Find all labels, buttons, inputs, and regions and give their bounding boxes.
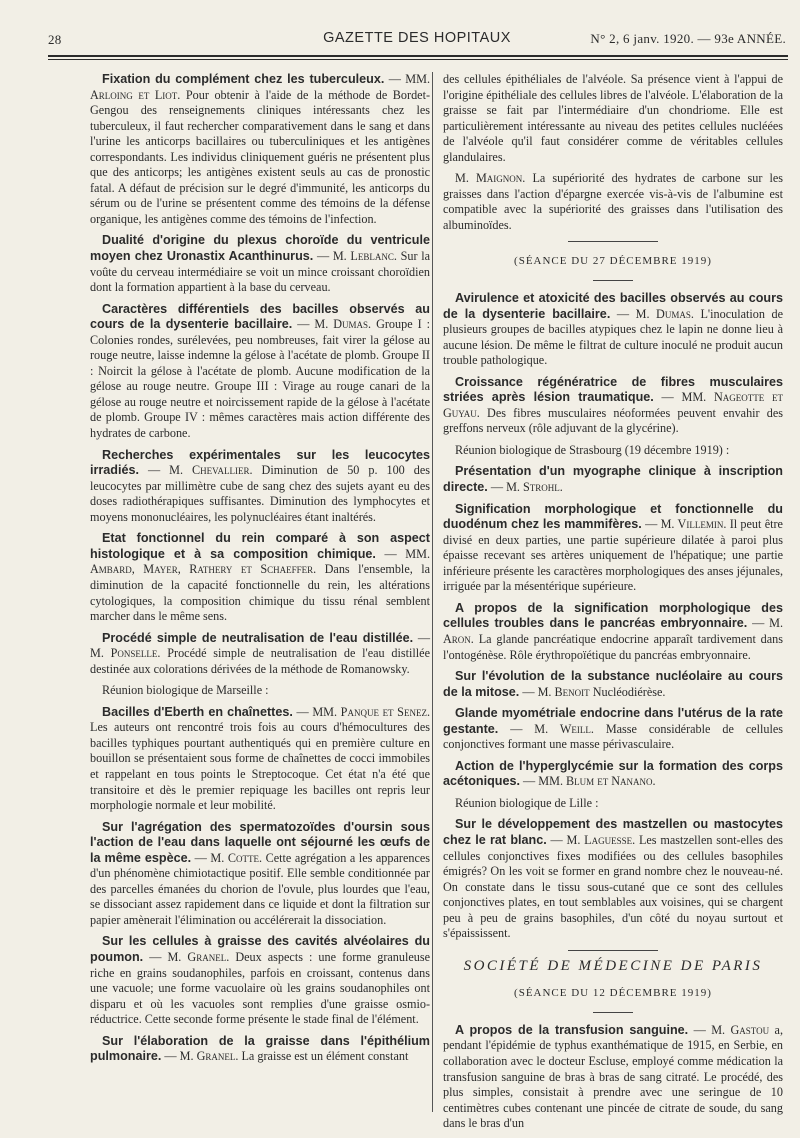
abstract-entry: Procédé simple de neutralisation de l'eau distillée. — M. Ponselle. Procédé simple de neutralisation de l'eau distillée destinée aux colorations dérivées de la méthode de Romanowsky. [90, 630, 431, 676]
abstract-entry: Sur les cellules à graisse des cavités alvéolaires du poumon. — M. Granel. Deux aspects : une forme granuleuse riche en grains soudanophiles, parfois en croissant, contenus dans une vacuole; une forme vacuolaire où les grains soudanophiles ont disparu et où les vacuoles sont remplies d'une graisse osmio-réductrice. Cette seconde forme présente le stade final de l'élément. [90, 934, 431, 1027]
abstract-entry: Caractères différentiels des bacilles observés au cours de la dysenterie bacillaire. — M. Dumas. Groupe I : Colonies rondes, surélevées, peu nombreuses, fait virer la gélose au rouge neutre, laisse indemne la gélose à l'acétate de plomb. Groupe II : Noircit la gélose à l'acétate de plomb. Aucune modification de la gélose au rouge neutre. Groupe III : Virage au rouge canari de la gélose au rouge neutre et noircissement rapide de la gélose à l'acétate de plomb. Groupe IV : mêmes caractères mais action différente des hydrates de carbone. [90, 301, 430, 441]
abstract-entry: Dualité d'origine du plexus choroïde du ventricule moyen chez Uronastix Acanthinurus. — M. Leblanc. Sur la voûte du cerveau intermédiaire se voit un mince croissant choroïdien dont la formation appartient à la base du cerveau. [90, 233, 431, 295]
entry-text: Groupe I : Colonies rondes, surélevées, peu nombreuses, fait virer la gélose au rouge neutre, laisse indemne la gélose à l'acétate de plomb. Groupe II : Noircit la gélose à l'acétate de plomb. Aucune modification de la gélose au rouge neutre. Groupe III : Virage au rouge canari de la gélose au rouge neutre et noircissement rapide de la gélose à l'acétate de plomb. Groupe IV : mêmes caractères mais action différente des hydrates de carbone. [90, 317, 430, 441]
entry-title: A propos de la transfusion sanguine. [455, 1022, 689, 1037]
section-heading: Réunion biologique de Marseille : [102, 683, 269, 698]
entry-title: Sur les cellules à graisse des cavités alvéolaires du poumon. [90, 934, 430, 964]
abstract-entry: A propos de la transfusion sanguine. — M. Gastou a, pendant l'épidémie de typhus exanthématique de 1915, en Serbie, en collaboration avec le docteur Escluse, employé comme médication la transfusion sanguine de bras à bras de sang citraté. Le procédé, des plus simples, consistait à prendre avec une seringue de 10 centimètres cubes contenant une pincée de citrate de soude, du sang dans le bras d'un [443, 1022, 784, 1131]
entry-text: Cette agrégation a les apparences d'un phénomène chimiotactique positif. Elle semble conditionnée par des parcelles émanées du chorion de l'ovule, plus lourdes que l'eau, se dissociant assez rapidement dans ce liquide et dont la filtration sur papier amènerait l'élimination ou accélérerait la dissociation. [90, 850, 431, 927]
abstract-entry [443, 171, 783, 233]
entry-author: MM. Arloing et Liot. [90, 72, 431, 102]
session-date: (SÉANCE DU 27 DÉCEMBRE 1919) [514, 255, 712, 268]
abstract-entry: Etat fonctionnel du rein comparé à son aspect histologique et à sa composition chimique. — MM. Ambard, Mayer, Rathery et Schaeffer. Dans l'ensemble, la diminution de la capacité fonctionnelle du rein, les altérations cytologiques, la composition chimique du tissu rénal semblent marcher dans le même sens. [90, 531, 431, 624]
entry-title: A propos de la signification morphologique des cellules troubles dans le pancréas embryonnaire. [443, 600, 783, 631]
page-number: 28 [48, 32, 62, 47]
entry-text: Dans l'ensemble, la diminution de la capacité fonctionnelle du rein, les altérations cytologiques, la composition chimique du tissu rénal semblent marcher dans le même sens. [90, 562, 431, 624]
abstract-entry: Sur l'élaboration de la graisse dans l'épithélium pulmonaire. — M. Granel. La graisse est un élément constant [90, 1033, 430, 1064]
entry-text: La graisse est un élément constant [241, 1049, 409, 1064]
entry-title: Croissance régénératrice de fibres musculaires striées après lésion traumatique. [443, 374, 783, 405]
abstract-entry: Glande myométriale endocrine dans l'utérus de la rate gestante. — M. Weill. Masse considérable de cellules conjonctives formant une masse périvasculaire. [443, 706, 783, 752]
abstract-entry: Présentation d'un myographe clinique à inscription directe. — M. Strohl. [443, 464, 783, 495]
entry-title: Recherches expérimentales sur les leucocytes irradiés. [90, 447, 430, 478]
entry-author: M. Dumas. [635, 306, 694, 321]
entry-author: MM. Blum et Nanano. [538, 774, 656, 789]
entry-title: Avirulence et atoxicité des bacilles observés au cours de la dysenterie bacillaire. [443, 291, 783, 321]
abstract-entry: Fixation du complément chez les tuberculeux. — MM. Arloing et Liot. Pour obtenir à l'aide de la méthode de Bordet-Gengou des renseignements cliniques intéressants chez les tuberculeux, il faut rechercher comparativement dans le sang et dans l'urine les anticorps bacillaires ou tuberculiniques et les antigènes correspondants. Les individus cliniquement guéris ne présentent plus que des anticorps; les antigènes existent seuls au cas de pronostic fatal. A défaut de précision sur le degré d'immunité, les anticorps du sérum ou de l'urine se présentent comme des témoins de la défense organique, les antigènes comme des témoins de l'infection. [90, 72, 431, 226]
entry-title: Présentation d'un myographe clinique à inscription directe. [443, 464, 783, 495]
entry-text: L'inoculation de plusieurs groupes de bacilles atypiques chez le lapin ne donne lieu à aucune lésion. De même le filtrat de culture inoculé ne produit aucun trouble pathologique. [443, 306, 784, 368]
entry-author: M. Ponselle. [90, 646, 161, 661]
left-column [90, 72, 430, 1071]
entry-title: Dualité d'origine du plexus choroïde du ventricule moyen chez Uronastix Acanthinurus. [90, 233, 430, 264]
section-heading: Réunion biologique de Lille : [455, 795, 599, 810]
abstract-entry: Signification morphologique et fonctionnelle du duodénum chez les mammifères. — M. Villemin. Il peut être divisé en deux parties, une partie supérieure dilatée à paroi plus épaisse recevant ses artères uniquement de l'hépatique; une partie inférieure présente les caractères morphologiques des anses jéjunales, irriguée par la mésentérique supérieure. [443, 501, 783, 594]
session-rule [568, 241, 658, 242]
issue-info: N° 2, 6 janv. 1920. — 93e ANNÉE. [590, 31, 786, 46]
entry-text: Les auteurs ont rencontré trois fois au cours d'hémocultures des bacilles typhiques pourtant authentiqués qui en première culture en bouillon se présentaient sous forme de chaînettes de cocci immobiles et rappelant en tous points le Streptocoque. Cet état n'a été que transitoire et dès le premier repiquage les bacilles ont repris leur morphologie normale et leur mobilité. [90, 720, 430, 813]
entry-text: Masse considérable de cellules conjonctives formant une masse périvasculaire. [443, 721, 783, 752]
abstract-entry: Sur l'évolution de la substance nucléolaire au cours de la mitose. — M. Benoit Nucléodiérèse. [443, 669, 783, 699]
entry-title: Caractères différentiels des bacilles observés au cours de la dysenterie bacillaire. [90, 301, 430, 332]
entry-title: Etat fonctionnel du rein comparé à son aspect histologique et à sa composition chimique. [90, 531, 430, 561]
entry-text: La supériorité des hydrates de carbone sur les graisses dans l'action d'épargne exercée vis-à-vis de l'albumine est compatible avec la supériorité des graisses dans l'utilisation des albuminoïdes. [443, 171, 784, 232]
entry-text: Nucléodiérèse. [592, 684, 666, 699]
society-title: SOCIÉTÉ DE MÉDECINE DE PARIS [463, 957, 763, 974]
session-rule-short [593, 280, 633, 281]
session-date: (SÉANCE DU 12 DÉCEMBRE 1919) [514, 987, 712, 1000]
paragraph-continued: des cellules épithéliales de l'alvéole. Sa présence vient à l'appui de l'origine épithéliale des cellules libres de l'alvéole. L'élaboration de la graisse se fait par l'intermédiaire d'un chondriome. Elle est particulièrement intéressante au niveau des petites cellules nucléées de l'alvéole qu'il faut considérer comme de véritables cellules glandulaires. [443, 72, 783, 164]
entry-author: M. Granel. [167, 949, 230, 964]
entry-author: M. Cotte. [210, 850, 263, 865]
entry-text: Sur la voûte du cerveau intermédiaire se voit un mince croissant choroïdien dont la formation appartient à la base du cerveau. [90, 249, 431, 295]
entry-title: Fixation du complément chez les tuberculeux. [102, 72, 385, 86]
abstract-entry: Sur l'agrégation des spermatozoïdes d'oursin sous l'action de l'eau dans laquelle ont séjourné les œufs de la même espèce. — M. Cotte. Cette agrégation a les apparences d'un phénomène chimiotactique positif. Elle semble conditionnée par des parcelles émanées du chorion de l'ovule, plus lourdes que l'eau, se dissociant assez rapidement dans ce liquide et dont la filtration sur papier amènerait l'élimination ou accélérerait la dissociation. [90, 819, 431, 927]
abstract-entry: Action de l'hyperglycémie sur la formation des corps acétoniques. — MM. Blum et Nanano. [443, 758, 783, 789]
entry-text: Deux aspects : une forme granuleuse riche en grains soudanophiles, parfois en croissant, contenus dans une vacuole; une forme vacuolaire où les grains soudanophiles ont disparu et où les vacuoles sont remplies d'une graisse osmio-réductrice. Cette seconde forme présente le stade final de l'élément. [90, 949, 431, 1027]
entry-title: Sur le développement des mastzellen ou mastocytes chez le rat blanc. [443, 817, 783, 847]
entry-author: MM. Ambard, Mayer, Rathery et Schaeffer. [90, 546, 431, 577]
entry-text: Il peut être divisé en deux parties, une partie supérieure dilatée à paroi plus épaisse recevant ses artères uniquement de l'hépatique; une partie inférieure présente les caractères morphologiques des anses jéjunales, irriguée par la mésentérique supérieure. [443, 517, 783, 594]
entry-title: Bacilles d'Eberth en chaînettes. [102, 704, 293, 719]
session-rule-short [593, 1012, 633, 1013]
society-rule [568, 950, 658, 951]
abstract-entry: Bacilles d'Eberth en chaînettes. — MM. Panque et Senez. Les auteurs ont rencontré trois fois au cours d'hémocultures des bacilles typhiques pourtant authentiqués qui en première culture en bouillon se présentaient sous forme de chaînettes de cocci immobiles et rappelant en tous points le Streptocoque. Cet état n'a été que transitoire et dès le premier repiquage les bacilles ont repris leur morphologie normale et leur mobilité. [90, 704, 430, 813]
column-divider [432, 72, 433, 1112]
entry-title: Signification morphologique et fonctionnelle du duodénum chez les mammifères. [443, 501, 783, 532]
entry-author: M. Weill. [534, 721, 594, 736]
entry-author: M. Aron. [443, 616, 783, 646]
abstract-entry: Recherches expérimentales sur les leucocytes irradiés. — M. Chevallier. Diminution de 50 p. 100 des leucocytes par millimètre cube de sang chez des sujets ayant eu des doses radiothérapiques suffisantes. Diminution des lymphocytes et moyens mononucléaires, les polynucléaires étant inaltérés. [90, 447, 431, 524]
abstract-entry: Sur le développement des mastzellen ou mastocytes chez le rat blanc. — M. Laguesse. Les mastzellen sont-elles des cellules conjonctives fixes modifiées ou des cellules basophiles émigrés? On les voit se former en grand nombre chez le nouveau-né. On constate dans le tissu sous-cutané que ce sont des cellules conjonctives plates, en tout semblables aux voisines, qui se chargent peu à peu de grains basophiles, d'un côté du noyau surtout et s'épaississent. [443, 817, 783, 941]
entry-author: M. Villemin. [660, 517, 727, 532]
entry-text: Procédé simple de neutralisation de l'eau distillée destinée aux colorations dérivées de la méthode de Romanowsky. [90, 646, 430, 676]
journal-title: GAZETTE DES HOPITAUX [323, 30, 511, 46]
header-rule [48, 55, 788, 57]
entry-author: MM. Panque et Senez. [312, 704, 430, 719]
entry-author: M. Dumas. [314, 317, 372, 332]
entry-title: Glande myométriale endocrine dans l'utérus de la rate gestante. [443, 706, 783, 736]
entry-author: MM. Nageotte et Guyau. [443, 390, 783, 420]
entry-author: M. Chevallier. [169, 463, 253, 478]
entry-title: Procédé simple de neutralisation de l'eau distillée. [102, 630, 414, 645]
entry-text: Pour obtenir à l'aide de la méthode de Bordet-Gengou des renseignements cliniques intéressants chez les tuberculeux, il faut rechercher comparativement dans le sang et dans l'urine les anticorps bacillaires ou tuberculiniques et les antigènes correspondants. Les individus cliniquement guéris ne présentent plus que des anticorps; les antigènes existent seuls au cas de pronostic fatal. A défaut de précision sur le degré d'immunité, les anticorps du sérum ou de l'urine se présentent comme des témoins de la défense organique, les antigènes comme des témoins de l'infection. [90, 87, 431, 226]
entry-author: M. Benoit [537, 684, 590, 699]
entry-text: Des fibres musculaires néoformées peuvent envahir des greffons nerveux (rôle adjuvant de la glycérine). [443, 405, 784, 436]
entry-author: M. Maignon. [455, 171, 526, 186]
entry-author: M. Strohl. [506, 480, 563, 495]
running-header [48, 30, 786, 52]
entry-title: Sur l'évolution de la substance nucléolaire au cours de la mitose. [443, 669, 783, 699]
abstract-entry: Croissance régénératrice de fibres musculaires striées après lésion traumatique. — MM. Nageotte et Guyau. Des fibres musculaires néoformées peuvent envahir des greffons nerveux (rôle adjuvant de la glycérine). [443, 374, 784, 436]
entry-author: M. Gastou [711, 1022, 770, 1037]
entry-author: M. Leblanc. [332, 249, 397, 264]
entry-text: Diminution de 50 p. 100 des leucocytes par millimètre cube de sang chez des sujets ayant eu des doses radiothérapiques suffisantes. Diminution des lymphocytes et moyens mononucléaires, les polynucléaires étant inaltérés. [90, 463, 431, 524]
entry-title: Action de l'hyperglycémie sur la formation des corps acétoniques. [443, 758, 783, 789]
abstract-entry: Avirulence et atoxicité des bacilles observés au cours de la dysenterie bacillaire. — M. Dumas. L'inoculation de plusieurs groupes de bacilles atypiques chez le lapin ne donne lieu à aucune lésion. De même le filtrat de culture inoculé ne produit aucun trouble pathologique. [443, 291, 784, 368]
entry-text: a, pendant l'épidémie de typhus exanthématique de 1915, en Serbie, en collaboration avec le docteur Escluse, employé comme médication la transfusion sanguine de bras à bras de sang citraté. Le procédé, des plus simples, consistait à prendre avec une seringue de 10 centimètres cubes contenant une pincée de citrate de soude, du sang dans le bras d'un [443, 1022, 784, 1131]
right-column [443, 72, 783, 1138]
header-rule-thin [48, 59, 788, 60]
abstract-entry: A propos de la signification morphologique des cellules troubles dans le pancréas embryonnaire. — M. Aron. La glande pancréatique endocrine apparaît tardivement dans l'ontogénèse. Rôle érythropoïétique du pancréas embryonnaire. [443, 600, 784, 662]
entry-title: Sur l'agrégation des spermatozoïdes d'oursin sous l'action de l'eau dans laquelle ont séjourné les œufs de la même espèce. [90, 819, 430, 865]
section-heading: Réunion biologique de Strasbourg (19 décembre 1919) : [455, 442, 730, 457]
entry-author: M. Granel. [179, 1049, 239, 1064]
entry-text: Les mastzellen sont-elles des cellules conjonctives fixes modifiées ou des cellules basophiles émigrés? On les voit se former en grand nombre chez le nouveau-né. On constate dans le tissu sous-cutané que ce sont des cellules conjonctives plates, en tout semblables aux voisines, qui se chargent peu à peu de grains basophiles, d'un côté du noyau surtout et s'épaississent. [443, 832, 783, 941]
entry-title: Sur l'élaboration de la graisse dans l'épithélium pulmonaire. [90, 1033, 430, 1064]
entry-text: La glande pancréatique endocrine apparaît tardivement dans l'ontogénèse. Rôle érythropoïétique du pancréas embryonnaire. [443, 631, 784, 662]
entry-author: M. Laguesse. [566, 832, 636, 847]
